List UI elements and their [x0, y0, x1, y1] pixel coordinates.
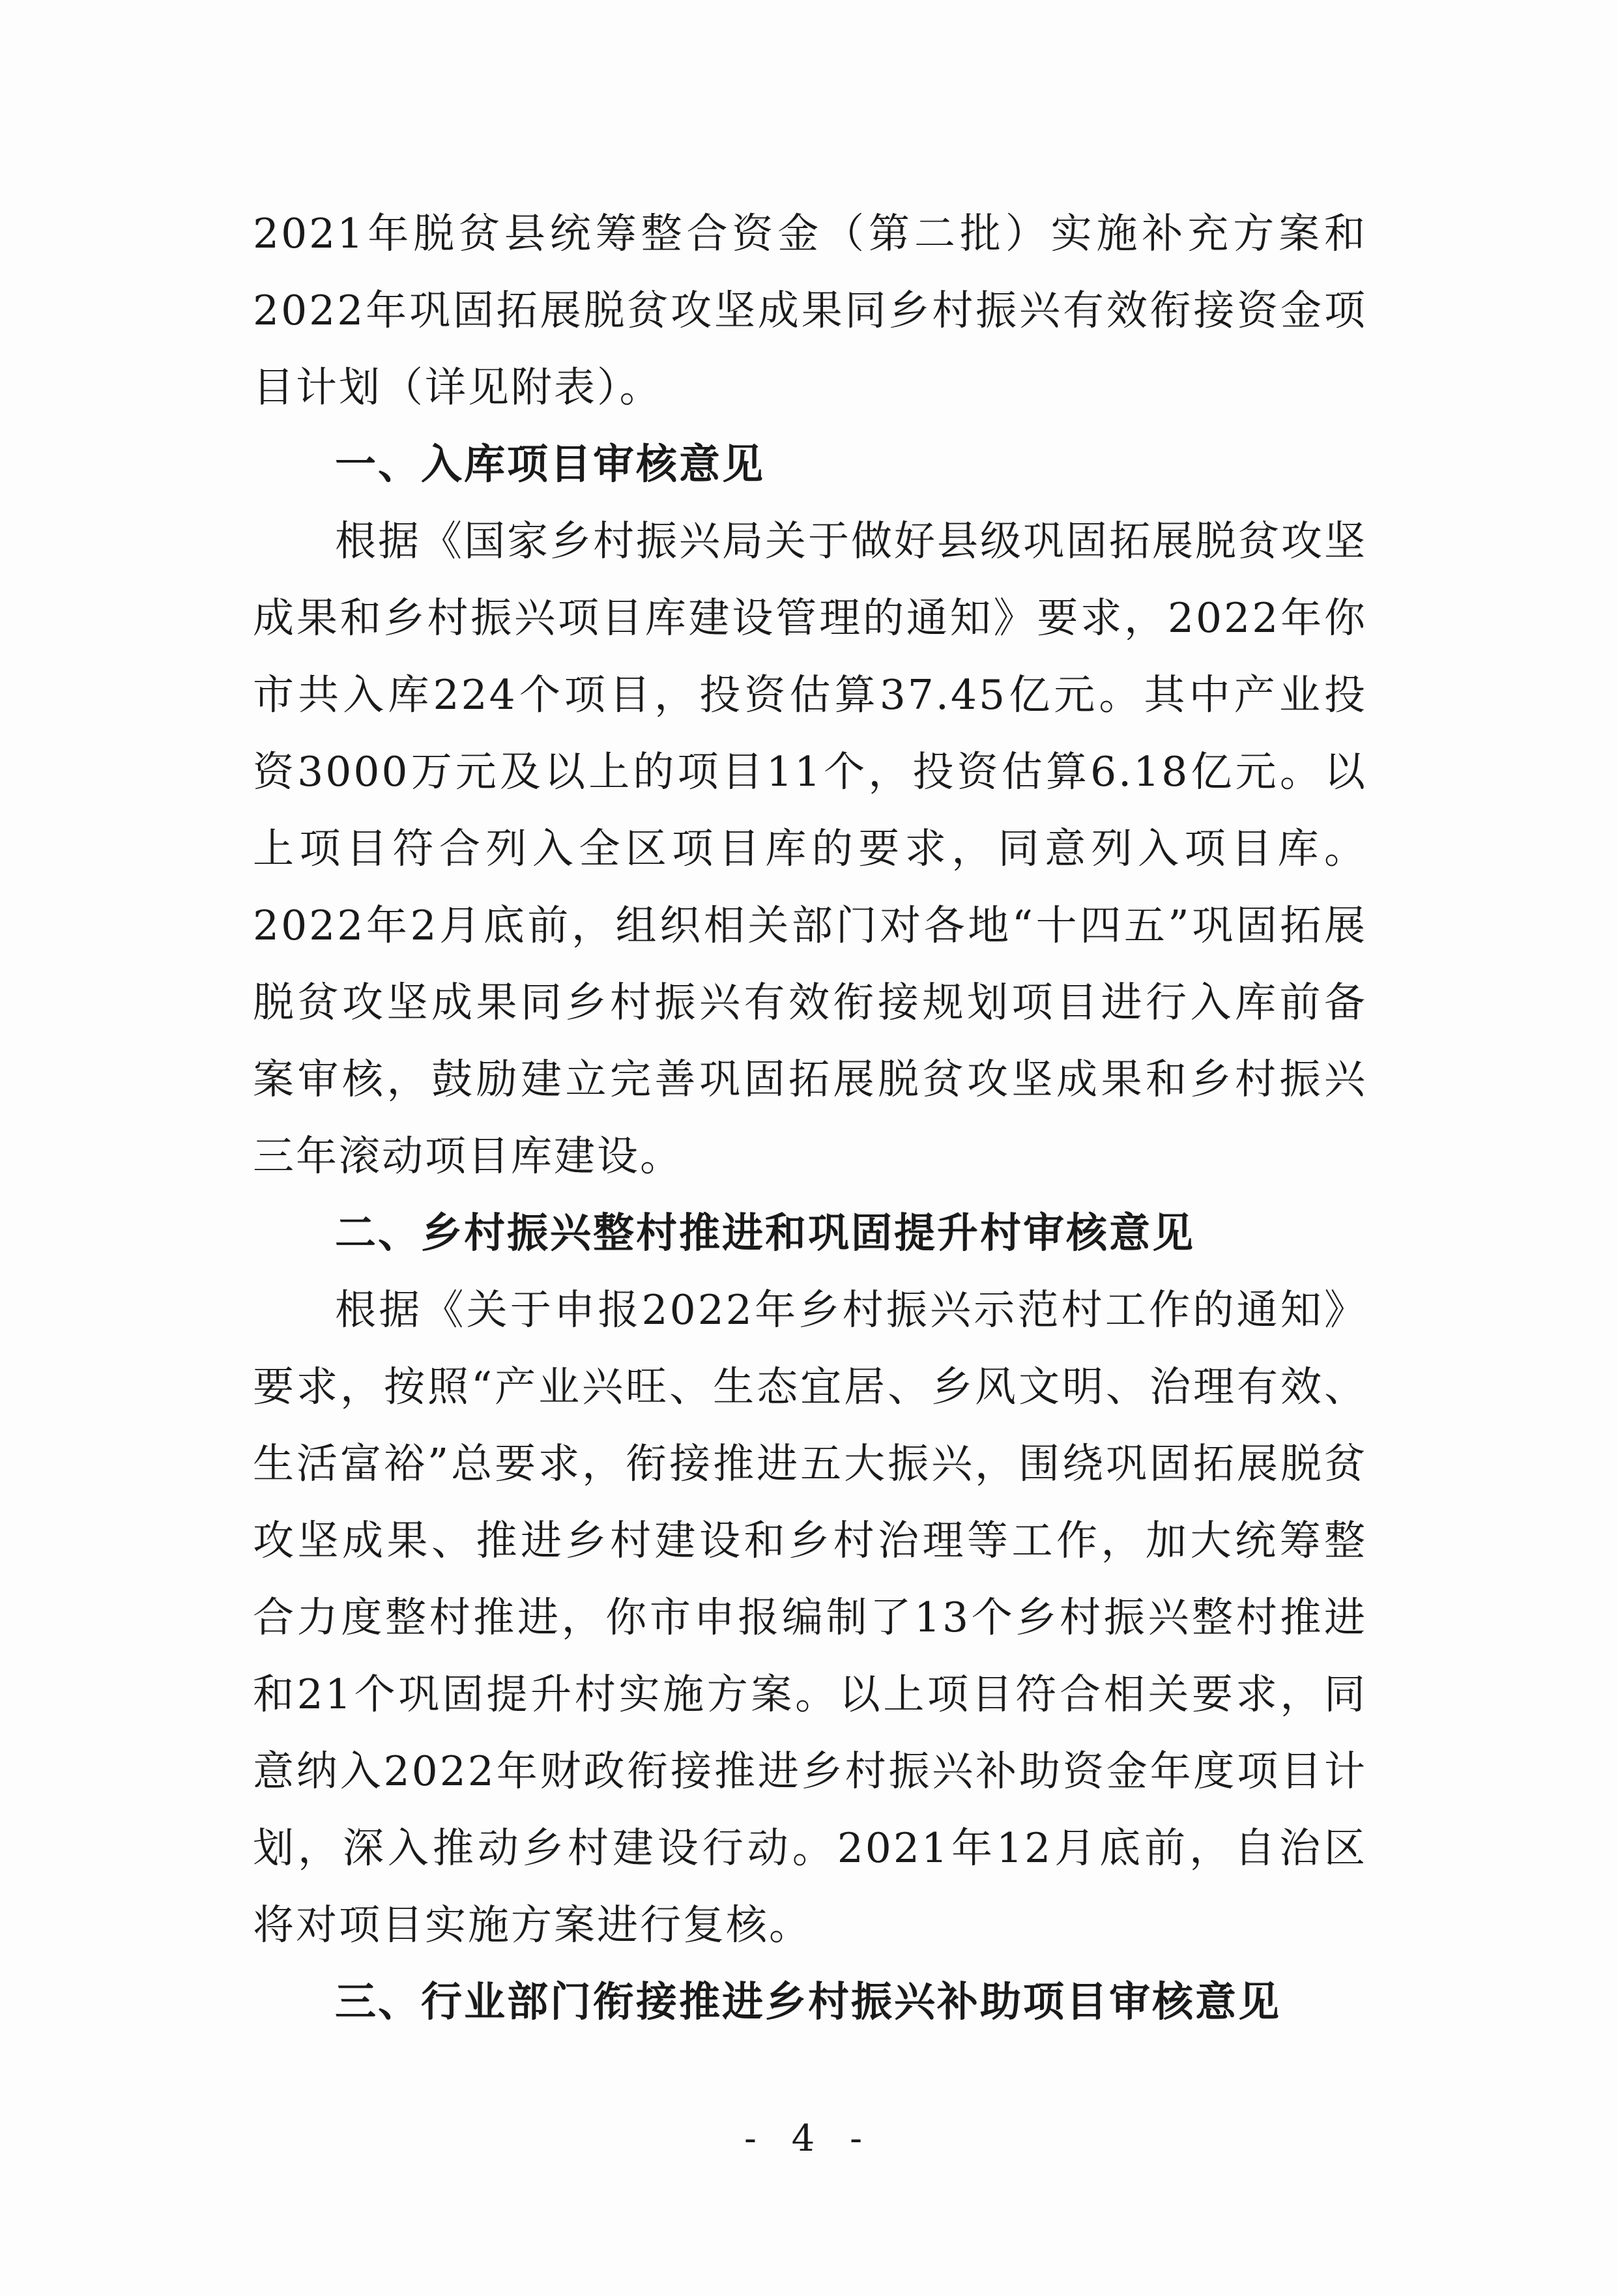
- paragraph-section-1: 根据《国家乡村振兴局关于做好县级巩固拓展脱贫攻坚成果和乡村振兴项目库建设管理的通知》要求，2022年你市共入库224个项目，投资估算37.45亿元。其中产业投资3000万元及以上的项目11个，投资估算6.18亿元。以上项目符合列入全区项目库的要求，同意列入项目库。2022年2月底前，组织相关部门对各地“十四五”巩固拓展脱贫攻坚成果同乡村振兴有效衔接规划项目进行入库前备案审核，鼓励建立完善巩固拓展脱贫攻坚成果和乡村振兴三年滚动项目库建设。: [253, 517, 1367, 1180]
- heading-section-2: 二、乡村振兴整村推进和巩固提升村审核意见: [335, 1209, 1195, 1257]
- heading-section-3: 三、行业部门衔接推进乡村振兴补助项目审核意见: [335, 1978, 1281, 2026]
- page-number: - 4 -: [744, 2117, 874, 2160]
- paragraph-intro: 2021年脱贫县统筹整合资金（第二批）实施补充方案和2022年巩固拓展脱贫攻坚成果同乡村振兴有效衔接资金项目计划（详见附表）。: [253, 210, 1367, 411]
- heading-section-1: 一、入库项目审核意见: [335, 440, 765, 488]
- document-body: [253, 195, 1367, 2041]
- paragraph-section-2: 根据《关于申报2022年乡村振兴示范村工作的通知》要求，按照“产业兴旺、生态宜居、乡风文明、治理有效、生活富裕”总要求，衔接推进五大振兴，围绕巩固拓展脱贫攻坚成果、推进乡村建设和乡村治理等工作，加大统筹整合力度整村推进，你市申报编制了13个乡村振兴整村推进和21个巩固提升村实施方案。以上项目符合相关要求，同意纳入2022年财政衔接推进乡村振兴补助资金年度项目计划，深入推动乡村建设行动。2021年12月底前，自治区将对项目实施方案进行复核。: [253, 1286, 1367, 1949]
